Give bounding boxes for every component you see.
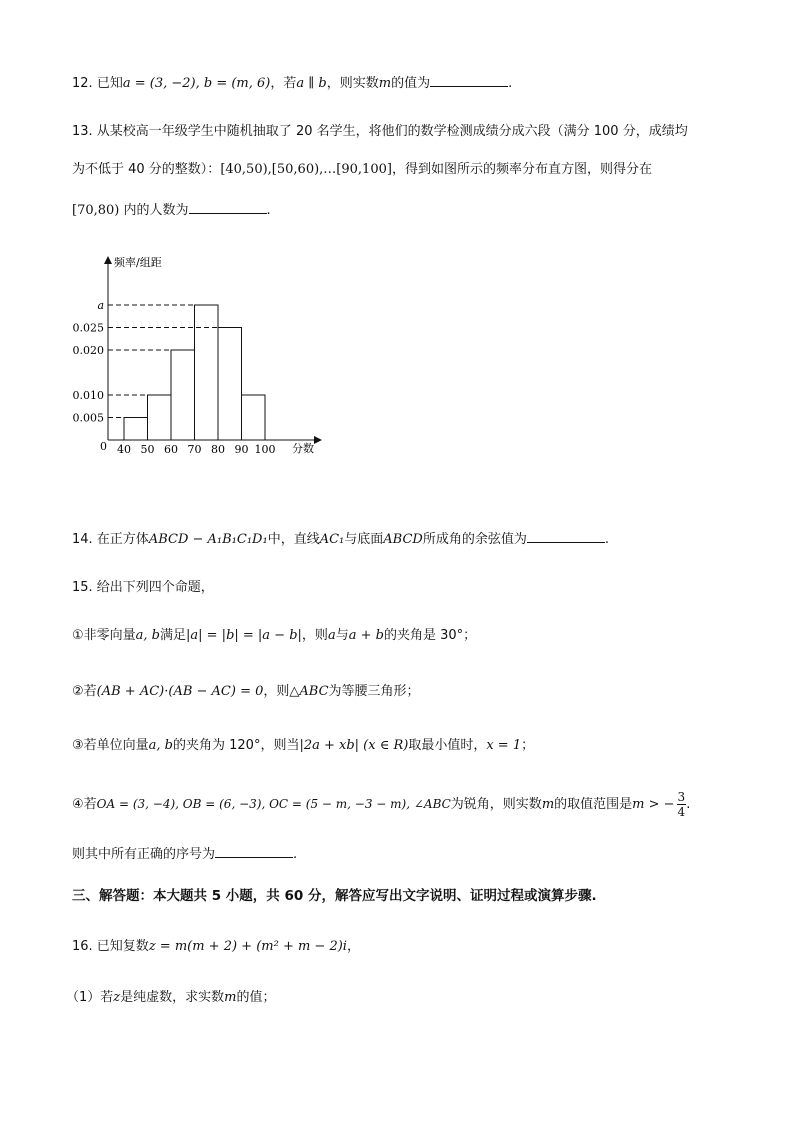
p4-numerator: 3	[677, 790, 686, 804]
q14-answer-blank[interactable]	[527, 528, 605, 543]
q12-end: .	[508, 76, 513, 91]
x-tick-label-1: 40	[117, 443, 131, 456]
q14-base: ABCD	[383, 532, 423, 547]
x-tick-label-7: 100	[254, 443, 276, 456]
p1-text-d: ，则	[301, 628, 328, 643]
question-14	[72, 528, 609, 550]
q16-part-1	[66, 988, 276, 1008]
q12-text-2: ，若	[270, 76, 297, 91]
y-tick-label-2: 0.010	[72, 389, 104, 402]
histogram-bar-2	[148, 395, 172, 440]
q12-text-1: 已知	[96, 76, 123, 91]
p1-condition: |a| = |b| = |a − b|	[186, 628, 302, 643]
p3-text-b: 的夹角为 120°，则当	[173, 738, 300, 753]
q16-p1-text-b: 是纯虚数，求实数	[120, 990, 225, 1005]
q15-intro: 15. 给出下列四个命题，	[72, 580, 214, 595]
p2-text-c: 为等腰三角形；	[328, 684, 420, 699]
q12-text-3: ，则实数	[326, 76, 379, 91]
q14-line: AC₁	[319, 532, 345, 547]
q15-proposition-4	[72, 790, 690, 820]
q15-conclusion	[72, 843, 297, 865]
q16-p1-z: z	[113, 990, 121, 1005]
p1-text-f: 与	[335, 628, 349, 643]
x-axis-label: 分数	[292, 442, 314, 455]
p3-text-c: 取最小值时，	[408, 738, 487, 753]
q16-end: ，	[346, 939, 360, 954]
q13-text-3: 内的人数为	[123, 203, 189, 218]
p4-inequality: m > −	[632, 797, 675, 812]
q14-text-4: 所成角的余弦值为	[422, 532, 527, 547]
p1-vectors: a, b	[135, 628, 160, 643]
q14-text-3: 与底面	[344, 532, 384, 547]
q16-p1-m: m	[224, 990, 237, 1005]
p1-text-b: 满足	[160, 628, 187, 643]
x-tick-label-2: 50	[140, 443, 155, 456]
q12-vectors: a = (3, −2), b = (m, 6)	[122, 76, 271, 91]
p4-var-m: m	[541, 797, 555, 812]
p4-text-c: 的取值范围是	[554, 797, 633, 812]
q13-text-2a: 为不低于 40 分的整数）：	[72, 162, 221, 177]
q12-parallel: a ∥ b	[296, 76, 327, 91]
q14-end: .	[604, 532, 609, 547]
p4-expression: OA = (3, −4), OB = (6, −3), OC = (5 − m, −3 − m), ∠ABC	[96, 797, 451, 811]
origin-label: 0	[100, 440, 107, 453]
q13-answer-blank[interactable]	[189, 199, 267, 214]
q16-p1-text-a: （1）若	[66, 990, 114, 1005]
histogram-bar-6	[242, 395, 266, 440]
histogram-bar-4	[195, 305, 219, 440]
q14-text-2: 中，直线	[267, 532, 320, 547]
q13-interval: [70,80)	[72, 203, 120, 218]
p3-x-value: x = 1	[486, 738, 522, 753]
q13-text-2b: ，得到如图所示的频率分布直方图，则得分在	[391, 162, 652, 177]
p4-fraction	[677, 790, 687, 819]
q15-end: .	[293, 847, 298, 862]
histogram-bar-1	[124, 418, 148, 441]
q12-answer-blank[interactable]	[430, 72, 508, 87]
p4-text-b: 为锐角，则实数	[450, 797, 542, 812]
q13-intervals: [40,50),[50,60),…[90,100]	[220, 162, 392, 177]
question-12	[72, 72, 512, 94]
q13-line-1: 13. 从某校高一年级学生中随机抽取了 20 名学生，将他们的数学检测成绩分成六段（满分 100 分，成绩均	[72, 124, 688, 139]
q12-number: 12.	[72, 76, 93, 91]
q15-answer-blank[interactable]	[215, 843, 293, 858]
p1-text-h: 的夹角是 30°；	[383, 628, 477, 643]
x-tick-label-4: 70	[187, 443, 202, 456]
q16-p1-text-c: 的值；	[236, 990, 276, 1005]
q13-line-2	[72, 160, 652, 180]
x-tick-label-6: 90	[234, 443, 249, 456]
x-tick-label-3: 60	[164, 443, 178, 456]
section-3-title: 三、解答题：本大题共 5 小题，共 60 分，解答应写出文字说明、证明过程或演算步骤.	[72, 888, 597, 904]
y-tick-label-1: 0.005	[72, 411, 104, 425]
y-tick-label-3: 0.020	[72, 344, 104, 357]
p3-expression: |2a + xb| (x ∈ R)	[299, 738, 409, 753]
p1-sum: a + b	[348, 628, 384, 643]
q12-var-m: m	[378, 76, 392, 91]
question-16	[72, 937, 360, 957]
p1-text-a: ①非零向量	[72, 628, 136, 643]
p3-text-a: ③若单位向量	[72, 738, 149, 753]
y-axis-label: 频率/组距	[114, 256, 162, 269]
q15-proposition-3	[72, 736, 534, 756]
x-tick-label-5: 80	[211, 443, 225, 456]
q16-text-1: 16. 已知复数	[72, 939, 149, 954]
p4-text-a: ④若	[72, 797, 97, 812]
p4-end: .	[686, 797, 691, 812]
q16-expression: z = m(m + 2) + (m² + m − 2)i	[148, 939, 347, 954]
y-tick-label-4: 0.025	[72, 321, 104, 335]
q14-cube: ABCD − A₁B₁C₁D₁	[148, 532, 268, 547]
p2-text-a: ②若	[72, 684, 97, 699]
histogram-bar-3	[171, 350, 195, 440]
q13-end: .	[266, 203, 271, 218]
histogram-bar-5	[218, 328, 242, 441]
q15-proposition-2	[72, 682, 420, 702]
p2-expression: (AB + AC)·(AB − AC) = 0	[96, 684, 264, 699]
p1-vec-a: a	[327, 628, 336, 643]
p3-text-e: ；	[521, 738, 535, 753]
y-tick-label-5: a	[97, 299, 104, 312]
p2-triangle: △ABC	[289, 684, 329, 699]
p2-text-b: ，则	[263, 684, 290, 699]
q15-proposition-1	[72, 626, 476, 646]
frequency-histogram	[70, 248, 330, 463]
p4-denominator: 4	[677, 805, 686, 819]
q13-line-3	[72, 199, 271, 221]
q12-text-4: 的值为	[391, 76, 431, 91]
q14-text-1: 14. 在正方体	[72, 532, 149, 547]
q15-conclusion-text: 则其中所有正确的序号为	[72, 847, 216, 862]
p3-vectors: a, b	[148, 738, 173, 753]
